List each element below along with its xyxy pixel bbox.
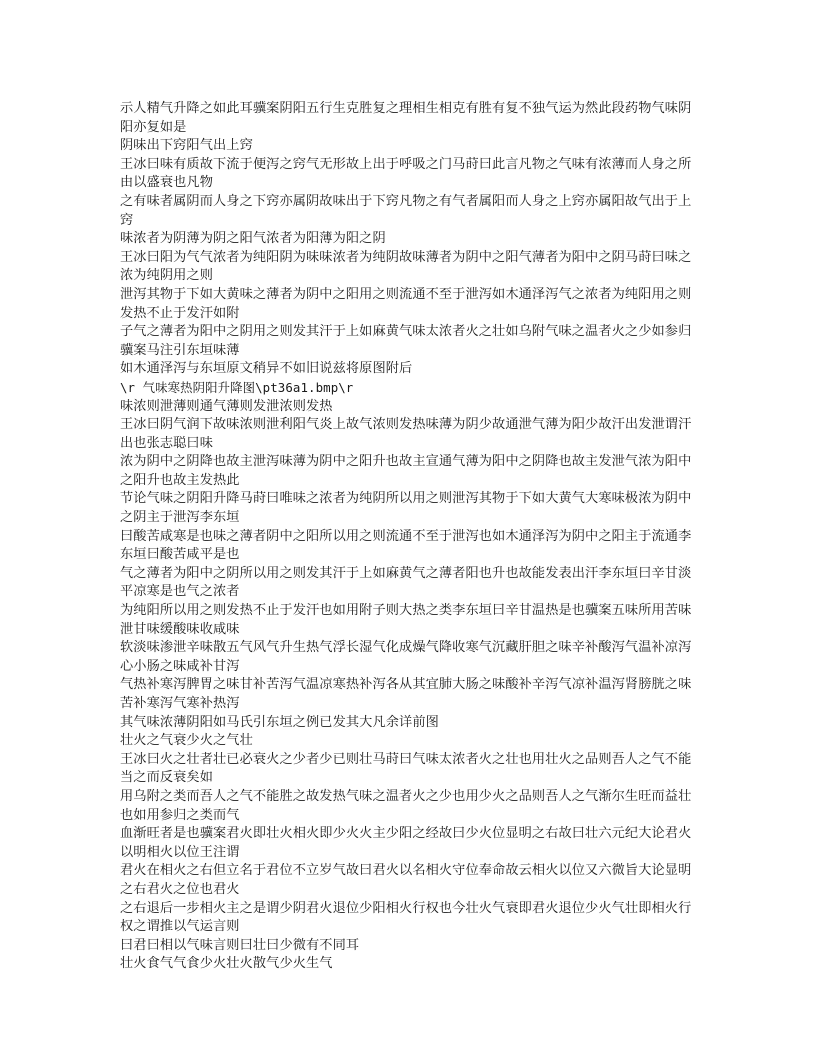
text-line: 王冰曰火之壮者壮已必衰火之少者少已则壮马莳曰气味太浓者火之壮也用壮火之品则吾人之气不能当之而反衰矣如 <box>120 751 692 786</box>
text-line: 用乌附之类而吾人之气不能胜之故发热气味之温者火之少也用少火之品则吾人之气渐尔生旺而益壮也如用参归之类而气 <box>120 788 692 823</box>
text-line: 壮火食气气食少火壮火散气少火生气 <box>120 956 333 972</box>
text-line: 气之薄者为阳中之阴所以用之则发其汗于上如麻黄气之薄者阳也升也故能发表出汗李东垣曰辛甘淡平凉寒是也气之浓者 <box>120 565 692 600</box>
text-line: 节论气味之阴阳升降马莳曰唯味之浓者为纯阴所以用之则泄泻其物于下如大黄气大寒味极浓为阴中之阴主于泄泻李东垣 <box>120 491 692 526</box>
text-line: 王冰曰味有质故下流于便泻之窍气无形故上出于呼吸之门马莳曰此言凡物之气味有浓薄而人身之所由以盛衰也凡物 <box>120 156 692 191</box>
text-line: 如木通泽泻与东垣原文稍异不如旧说兹将原图附后 <box>120 361 413 377</box>
text-line: 软淡味渗泄辛味散五气风气升生热气浮长湿气化成燥气降收寒气沉藏肝胆之味辛补酸泻气温补凉泻心小肠之味咸补甘泻 <box>120 640 692 674</box>
text-line: 味浓者为阴薄为阴之阳气浓者为阳薄为阳之阴 <box>120 231 386 247</box>
text-line: 之有味者属阴而人身之下窍亦属阴故味出于下窍凡物之有气者属阳而人身之上窍亦属阳故气出于上窍 <box>120 193 692 228</box>
text-line: 为纯阳所以用之则发热不止于发汗也如用附子则大热之类李东垣曰辛甘温热是也骥案五味所用苦味泄甘味缓酸味收咸味 <box>120 603 692 637</box>
text-line: 其气味浓薄阴阳如马氏引东垣之例已发其大凡余详前图 <box>120 714 439 730</box>
text-line: 之右退后一步相火主之是谓少阴君火退位少阳相火行权也今壮火气衰即君火退位少火气壮即相火行权之谓推以气运言则 <box>120 900 692 935</box>
text-line: 血渐旺者是也骥案君火即壮火相火即少火火主少阳之经故曰少火位显明之右故曰壮六元纪大论君火以明相火以位王注谓 <box>120 826 692 860</box>
text-line: 泄泻其物于下如大黄味之薄者为阴中之阳用之则流通不至于泄泻如木通泽泻气之浓者为纯阳用之则发热不止于发汗如附 <box>120 286 692 321</box>
text-line: 阴味出下窍阳气出上窍 <box>120 138 253 154</box>
text-line: 气热补寒泻脾胃之味甘补苦泻气温凉寒热补泻各从其宜肺大肠之味酸补辛泻气凉补温泻肾膀胱之味苦补寒泻气寒补热泻 <box>120 677 692 711</box>
text-line: 浓为阴中之阴降也故主泄泻味薄为阴中之阳升也故主宣通气薄为阳中之阴降也故主发泄气浓为阳中之阳升也故主发热此 <box>120 454 692 488</box>
text-line: 示人精气升降之如此耳骥案阴阳五行生克胜复之理相生相克有胜有复不独气运为然此段药物气味阴阳亦复如是 <box>120 101 692 135</box>
text-line: 子气之薄者为阳中之阴用之则发其汗于上如麻黄气味太浓者火之壮如乌附气味之温者火之少如参归骥案马注引东垣味薄 <box>120 324 692 358</box>
text-line: 壮火之气衰少火之气壮 <box>120 733 253 749</box>
text-line: 君火在相火之右但立名于君位不立岁气故曰君火以名相火守位奉命故云相火以位又六微旨大论显明之右君火之位也君火 <box>120 863 692 897</box>
image-placeholder-line: \r 气味寒热阴阳升降图\pt36a1.bmp\r <box>120 379 354 395</box>
text-line: 曰酸苦咸寒是也味之薄者阴中之阳所以用之则流通不至于泄泻也如木通泽泻为阴中之阳主于流通李东垣曰酸苦咸平是也 <box>120 528 692 563</box>
text-line: 王冰曰阴气润下故味浓则泄利阳气炎上故气浓则发热味薄为阴少故通泄气薄为阳少故汗出发泄谓汗出也张志聪曰味 <box>120 417 692 451</box>
document-page <box>120 100 700 974</box>
text-line: 王冰曰阳为气气浓者为纯阳阴为味味浓者为纯阴故味薄者为阴中之阳气薄者为阳中之阴马莳曰味之浓为纯阴用之则 <box>120 249 692 284</box>
text-line: 曰君曰相以气味言则曰壮曰少微有不同耳 <box>120 937 360 953</box>
text-line: 味浓则泄薄则通气薄则发泄浓则发热 <box>120 398 333 414</box>
